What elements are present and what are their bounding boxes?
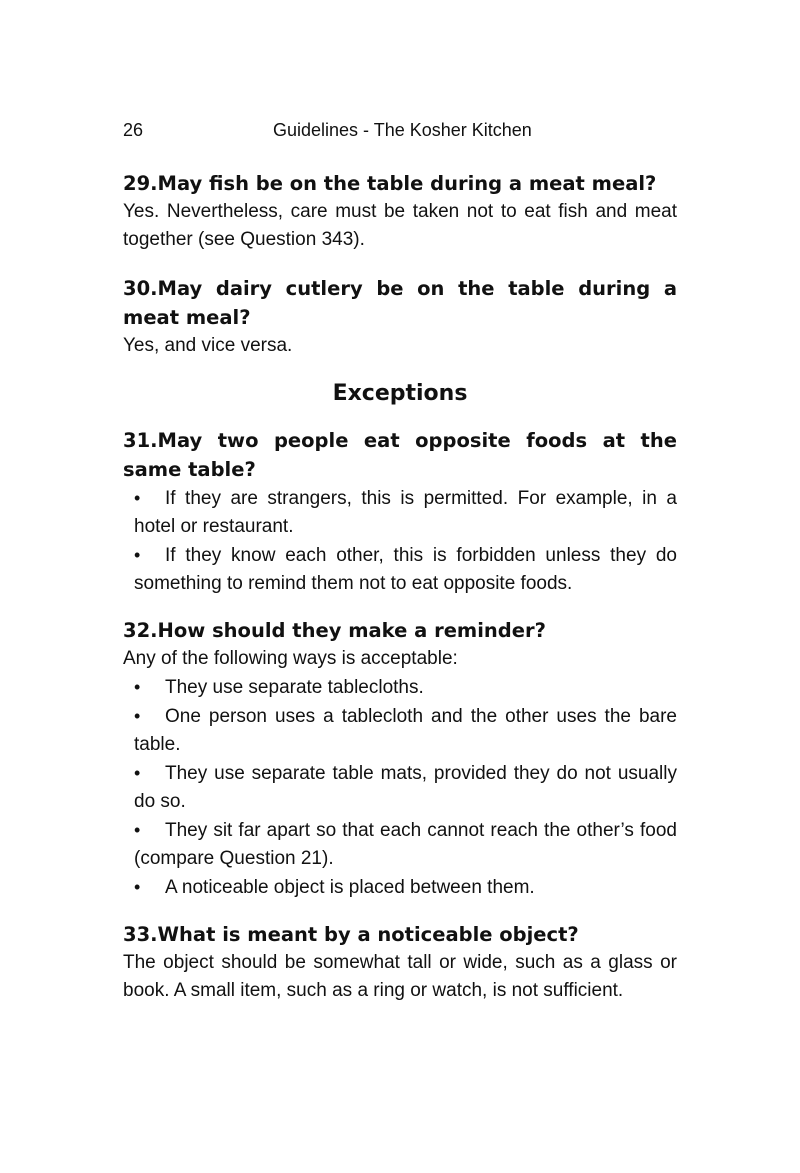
question-33: 33.What is meant by a noticeable object? — [123, 923, 579, 946]
list-item — [123, 702, 677, 759]
answer-30: Yes, and vice versa. — [123, 335, 293, 356]
bullet-icon: • — [134, 706, 141, 726]
list-item — [123, 759, 677, 816]
question-30: 30.May dairy cutlery be on the table during a meat meal? — [123, 277, 677, 329]
list-item — [123, 673, 677, 702]
list-item-text: They use separate tablecloths. — [165, 677, 424, 698]
answer-32-list — [123, 673, 677, 902]
list-item — [123, 816, 677, 873]
list-item-text: A noticeable object is placed between them. — [165, 877, 535, 898]
list-item-text: If they are strangers, this is permitted. For example, in a hotel or restaurant. — [134, 488, 677, 537]
bullet-icon: • — [134, 488, 141, 508]
question-29: 29.May fish be on the table during a meat meal? — [123, 172, 657, 195]
list-item-text: If they know each other, this is forbidden unless they do something to remind them not to eat opposite foods. — [134, 545, 677, 594]
list-item — [123, 484, 677, 541]
list-item-text: They sit far apart so that each cannot reach the other’s food (compare Question 21). — [134, 820, 677, 869]
answer-29: Yes. Nevertheless, care must be taken not to eat fish and meat together (see Question 343). — [123, 201, 677, 250]
running-header — [123, 116, 677, 144]
list-item-text: One person uses a tablecloth and the other uses the bare table. — [134, 706, 677, 755]
bullet-icon: • — [134, 763, 141, 783]
list-item — [123, 541, 677, 598]
answer-32-intro: Any of the following ways is acceptable: — [123, 648, 458, 669]
bullet-icon: • — [134, 877, 141, 897]
document-page — [123, 116, 677, 1005]
question-31: 31.May two people eat opposite foods at the same table? — [123, 429, 677, 481]
section-heading-exceptions: Exceptions — [332, 381, 468, 406]
answer-33: The object should be somewhat tall or wide, such as a glass or book. A small item, such as a ring or watch, is not sufficient. — [123, 952, 677, 1001]
answer-31-list — [123, 484, 677, 598]
bullet-icon: • — [134, 545, 141, 565]
bullet-icon: • — [134, 677, 141, 697]
bullet-icon: • — [134, 820, 141, 840]
question-32: 32.How should they make a reminder? — [123, 619, 546, 642]
page-number: 26 — [123, 120, 144, 140]
list-item-text: They use separate table mats, provided they do not usually do so. — [134, 763, 677, 812]
list-item — [123, 873, 677, 902]
running-title: Guidelines - The Kosher Kitchen — [273, 120, 532, 140]
